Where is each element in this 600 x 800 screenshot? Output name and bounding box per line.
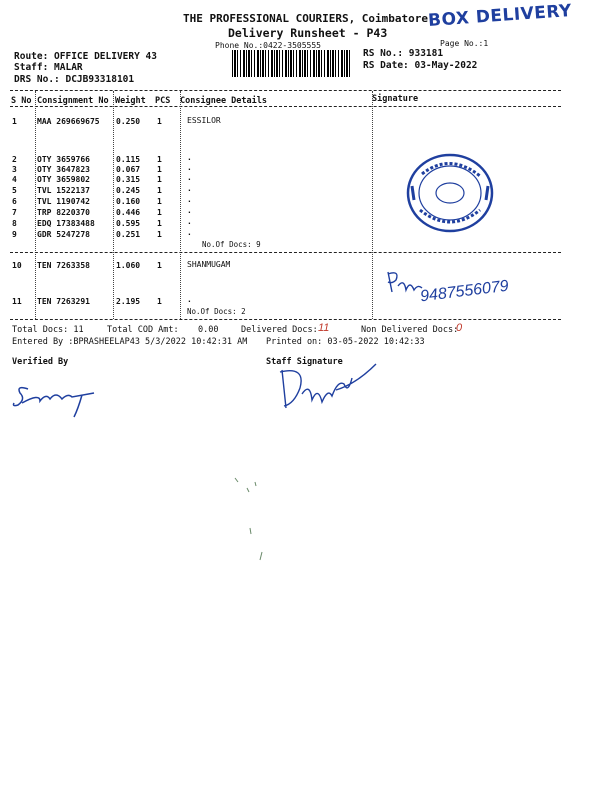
row-weight: 0.446 <box>116 208 141 217</box>
column-line <box>113 91 114 319</box>
row-sno: 3 <box>12 165 17 174</box>
row-consignee: . <box>187 217 192 226</box>
delivered-docs-label: Delivered Docs: <box>241 325 318 335</box>
staff-signature-label: Staff Signature <box>266 357 343 367</box>
row-consignment: TEN 7263291 <box>37 297 90 306</box>
row-pcs: 1 <box>157 230 162 239</box>
total-cod-label: Total COD Amt: <box>107 325 179 335</box>
row-pcs: 1 <box>157 165 162 174</box>
row-sno: 1 <box>12 117 17 126</box>
row-sno: 5 <box>12 186 17 195</box>
receiver-signature-icon <box>384 268 424 298</box>
row-consignment: GDR 5247278 <box>37 230 90 239</box>
row-consignee: . <box>187 195 192 204</box>
rs-date: RS Date: 03-May-2022 <box>363 60 478 71</box>
col-signature: Signature <box>372 94 419 104</box>
handwritten-phone: 9487556079 <box>419 277 510 306</box>
scan-specks <box>225 470 275 570</box>
row-weight: 0.315 <box>116 175 141 184</box>
page-number: Page No.:1 <box>440 39 489 48</box>
row-sno: 10 <box>12 261 22 270</box>
row-consignment: MAA 269669675 <box>37 117 100 126</box>
row-weight: 0.595 <box>116 219 141 228</box>
rs-number: RS No.: 933181 <box>363 48 444 59</box>
group-total: No.Of Docs: 2 <box>187 307 246 316</box>
divider <box>10 106 561 107</box>
row-consignee: SHANMUGAM <box>187 260 231 269</box>
printed-on: Printed on: 03-05-2022 10:42:33 <box>266 337 425 347</box>
non-delivered-label: Non Delivered Docs: <box>361 325 459 335</box>
row-consignment: TVL 1190742 <box>37 197 90 206</box>
row-pcs: 1 <box>157 297 162 306</box>
row-sno: 9 <box>12 230 17 239</box>
staff: Staff: MALAR <box>14 62 83 73</box>
row-consignee: . <box>187 163 192 172</box>
row-consignee: ESSILOR <box>187 116 221 125</box>
row-consignment: OTY 3647823 <box>37 165 90 174</box>
row-consignee: . <box>187 206 192 215</box>
row-sno: 4 <box>12 175 17 184</box>
row-consignee: . <box>187 184 192 193</box>
column-line <box>35 91 36 319</box>
total-cod-value: 0.00 <box>198 325 219 335</box>
row-sno: 2 <box>12 155 17 164</box>
row-weight: 0.250 <box>116 117 141 126</box>
row-consignment: TEN 7263358 <box>37 261 90 270</box>
runsheet-title: Delivery Runsheet - P43 <box>228 26 388 40</box>
row-weight: 0.245 <box>116 186 141 195</box>
row-pcs: 1 <box>157 261 162 270</box>
row-consignment: OTY 3659802 <box>37 175 90 184</box>
row-pcs: 1 <box>157 175 162 184</box>
row-consignee: . <box>187 295 192 304</box>
verified-by-label: Verified By <box>12 357 69 367</box>
row-weight: 0.251 <box>116 230 141 239</box>
row-consignee: . <box>187 153 192 162</box>
staff-signature-icon <box>276 360 384 416</box>
row-pcs: 1 <box>157 155 162 164</box>
col-consignee: Consignee Details <box>180 96 267 106</box>
row-pcs: 1 <box>157 208 162 217</box>
row-weight: 0.160 <box>116 197 141 206</box>
row-sno: 11 <box>12 297 22 306</box>
row-weight: 0.067 <box>116 165 141 174</box>
row-consignment: TVL 1522137 <box>37 186 90 195</box>
row-weight: 0.115 <box>116 155 141 164</box>
company-seal-icon <box>402 150 498 236</box>
row-consignment: EDQ 17383488 <box>37 219 95 228</box>
column-line <box>372 91 373 319</box>
row-sno: 6 <box>12 197 17 206</box>
divider <box>10 252 561 253</box>
col-weight: Weight <box>115 96 146 106</box>
barcode <box>232 50 350 77</box>
total-docs: Total Docs: 11 <box>12 325 84 335</box>
group-total: No.Of Docs: 9 <box>202 240 261 249</box>
divider <box>10 90 561 91</box>
row-pcs: 1 <box>157 186 162 195</box>
row-sno: 8 <box>12 219 17 228</box>
row-weight: 2.195 <box>116 297 141 306</box>
row-weight: 1.060 <box>116 261 141 270</box>
col-pcs: PCS <box>155 96 171 106</box>
route: Route: OFFICE DELIVERY 43 <box>14 51 157 62</box>
drs-number: DRS No.: DCJB93318101 <box>14 74 135 85</box>
row-pcs: 1 <box>157 117 162 126</box>
box-delivery-stamp: BOX DELIVERY <box>427 1 573 31</box>
company-name: THE PROFESSIONAL COURIERS, Coimbatore <box>183 12 429 25</box>
phone-number: Phone No.:0422-3505555 <box>215 41 321 50</box>
row-sno: 7 <box>12 208 17 217</box>
verifier-signature-icon <box>10 375 102 420</box>
row-consignment: OTY 3659766 <box>37 155 90 164</box>
row-pcs: 1 <box>157 197 162 206</box>
row-pcs: 1 <box>157 219 162 228</box>
row-consignment: TRP 8220370 <box>37 208 90 217</box>
row-consignee: . <box>187 173 192 182</box>
col-sno: S No <box>11 96 32 106</box>
non-delivered-value: 0 <box>456 322 463 334</box>
row-consignee: . <box>187 228 192 237</box>
divider <box>10 319 561 320</box>
column-line <box>180 91 181 319</box>
entered-by: Entered By :BPRASHEELAP43 5/3/2022 10:42:31 AM <box>12 337 248 347</box>
delivered-docs-value: 11 <box>318 322 330 334</box>
col-consignment: Consignment No <box>37 96 109 106</box>
